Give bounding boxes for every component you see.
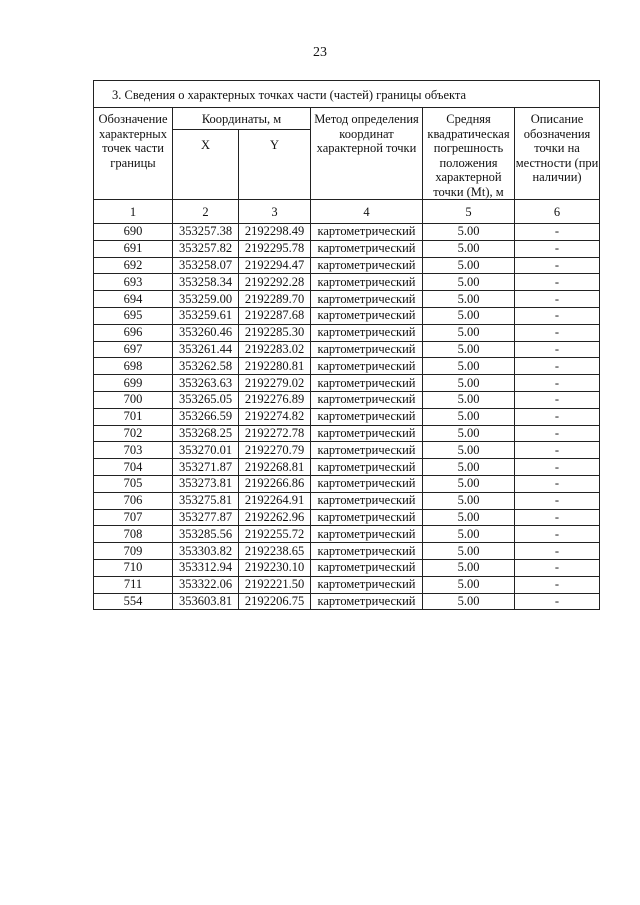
- point-id-cell: 706: [94, 492, 173, 509]
- table-row: [94, 307, 600, 324]
- x-coordinate-cell: 353322.06: [173, 576, 239, 593]
- x-coordinate-cell: 353257.38: [173, 224, 239, 241]
- method-cell: картометрический: [311, 526, 423, 543]
- y-coordinate-cell: 2192274.82: [239, 408, 311, 425]
- x-coordinate-cell: 353270.01: [173, 442, 239, 459]
- point-id-cell: 699: [94, 375, 173, 392]
- description-cell: -: [515, 324, 600, 341]
- error-cell: 5.00: [423, 475, 515, 492]
- point-id-cell: 695: [94, 307, 173, 324]
- y-coordinate-cell: 2192294.47: [239, 257, 311, 274]
- error-cell: 5.00: [423, 408, 515, 425]
- table-row: [94, 274, 600, 291]
- x-coordinate-cell: 353271.87: [173, 459, 239, 476]
- y-coordinate-cell: 2192272.78: [239, 425, 311, 442]
- x-coordinate-cell: 353259.00: [173, 291, 239, 308]
- x-coordinate-cell: 353268.25: [173, 425, 239, 442]
- x-coordinate-cell: 353603.81: [173, 593, 239, 610]
- table-title-row: [94, 81, 600, 108]
- header-coordinates: Координаты, м: [173, 108, 311, 130]
- y-coordinate-cell: 2192280.81: [239, 358, 311, 375]
- error-cell: 5.00: [423, 425, 515, 442]
- y-coordinate-cell: 2192206.75: [239, 593, 311, 610]
- point-id-cell: 694: [94, 291, 173, 308]
- point-id-cell: 693: [94, 274, 173, 291]
- boundary-points-table: [93, 80, 600, 610]
- y-coordinate-cell: 2192264.91: [239, 492, 311, 509]
- description-cell: -: [515, 291, 600, 308]
- y-coordinate-cell: 2192230.10: [239, 559, 311, 576]
- x-coordinate-cell: 353285.56: [173, 526, 239, 543]
- header-mean-square-error: Средняя квадратическая погрешность положения характерной точки (Mt), м: [423, 108, 515, 200]
- y-coordinate-cell: 2192298.49: [239, 224, 311, 241]
- method-cell: картометрический: [311, 274, 423, 291]
- header-row-1: [94, 108, 600, 130]
- method-cell: картометрический: [311, 224, 423, 241]
- point-id-cell: 703: [94, 442, 173, 459]
- error-cell: 5.00: [423, 240, 515, 257]
- point-id-cell: 701: [94, 408, 173, 425]
- y-coordinate-cell: 2192285.30: [239, 324, 311, 341]
- point-id-cell: 691: [94, 240, 173, 257]
- error-cell: 5.00: [423, 442, 515, 459]
- x-coordinate-cell: 353265.05: [173, 391, 239, 408]
- method-cell: картометрический: [311, 559, 423, 576]
- header-method: Метод определения координат характерной точки: [311, 108, 423, 200]
- table-row: [94, 391, 600, 408]
- x-coordinate-cell: 353312.94: [173, 559, 239, 576]
- method-cell: картометрический: [311, 324, 423, 341]
- x-coordinate-cell: 353258.07: [173, 257, 239, 274]
- point-id-cell: 711: [94, 576, 173, 593]
- point-id-cell: 707: [94, 509, 173, 526]
- y-coordinate-cell: 2192287.68: [239, 307, 311, 324]
- error-cell: 5.00: [423, 593, 515, 610]
- description-cell: -: [515, 257, 600, 274]
- header-x: X: [173, 130, 239, 200]
- description-cell: -: [515, 475, 600, 492]
- point-id-cell: 709: [94, 543, 173, 560]
- table-row: [94, 593, 600, 610]
- header-point-designation: Обозначение характерных точек части границы: [94, 108, 173, 200]
- method-cell: картометрический: [311, 257, 423, 274]
- x-coordinate-cell: 353273.81: [173, 475, 239, 492]
- description-cell: -: [515, 391, 600, 408]
- header-description: Описание обозначения точки на местности (при наличии): [515, 108, 600, 200]
- method-cell: картометрический: [311, 459, 423, 476]
- table-row: [94, 442, 600, 459]
- x-coordinate-cell: 353303.82: [173, 543, 239, 560]
- error-cell: 5.00: [423, 509, 515, 526]
- x-coordinate-cell: 353277.87: [173, 509, 239, 526]
- point-id-cell: 700: [94, 391, 173, 408]
- description-cell: -: [515, 559, 600, 576]
- page-number: 23: [313, 45, 327, 60]
- table-row: [94, 459, 600, 476]
- error-cell: 5.00: [423, 375, 515, 392]
- error-cell: 5.00: [423, 291, 515, 308]
- description-cell: -: [515, 576, 600, 593]
- description-cell: -: [515, 358, 600, 375]
- method-cell: картометрический: [311, 509, 423, 526]
- description-cell: -: [515, 543, 600, 560]
- table-row: [94, 324, 600, 341]
- y-coordinate-cell: 2192266.86: [239, 475, 311, 492]
- method-cell: картометрический: [311, 291, 423, 308]
- x-coordinate-cell: 353259.61: [173, 307, 239, 324]
- point-id-cell: 702: [94, 425, 173, 442]
- point-id-cell: 697: [94, 341, 173, 358]
- method-cell: картометрический: [311, 358, 423, 375]
- method-cell: картометрический: [311, 543, 423, 560]
- description-cell: -: [515, 593, 600, 610]
- point-id-cell: 554: [94, 593, 173, 610]
- y-coordinate-cell: 2192283.02: [239, 341, 311, 358]
- point-id-cell: 692: [94, 257, 173, 274]
- description-cell: -: [515, 492, 600, 509]
- method-cell: картометрический: [311, 391, 423, 408]
- table-row: [94, 475, 600, 492]
- method-cell: картометрический: [311, 475, 423, 492]
- column-number: 6: [515, 200, 600, 224]
- point-id-cell: 696: [94, 324, 173, 341]
- table-row: [94, 358, 600, 375]
- error-cell: 5.00: [423, 459, 515, 476]
- column-number-row: [94, 200, 600, 224]
- table-row: [94, 559, 600, 576]
- table-row: [94, 543, 600, 560]
- method-cell: картометрический: [311, 492, 423, 509]
- error-cell: 5.00: [423, 224, 515, 241]
- error-cell: 5.00: [423, 274, 515, 291]
- table-row: [94, 224, 600, 241]
- x-coordinate-cell: 353257.82: [173, 240, 239, 257]
- table-row: [94, 240, 600, 257]
- description-cell: -: [515, 408, 600, 425]
- error-cell: 5.00: [423, 307, 515, 324]
- column-number: 1: [94, 200, 173, 224]
- error-cell: 5.00: [423, 526, 515, 543]
- method-cell: картометрический: [311, 240, 423, 257]
- error-cell: 5.00: [423, 391, 515, 408]
- point-id-cell: 710: [94, 559, 173, 576]
- description-cell: -: [515, 442, 600, 459]
- error-cell: 5.00: [423, 358, 515, 375]
- column-number: 3: [239, 200, 311, 224]
- y-coordinate-cell: 2192255.72: [239, 526, 311, 543]
- method-cell: картометрический: [311, 408, 423, 425]
- point-id-cell: 708: [94, 526, 173, 543]
- table-row: [94, 425, 600, 442]
- error-cell: 5.00: [423, 341, 515, 358]
- y-coordinate-cell: 2192292.28: [239, 274, 311, 291]
- y-coordinate-cell: 2192270.79: [239, 442, 311, 459]
- table-row: [94, 291, 600, 308]
- header-y: Y: [239, 130, 311, 200]
- table-row: [94, 257, 600, 274]
- table-row: [94, 375, 600, 392]
- table-row: [94, 526, 600, 543]
- y-coordinate-cell: 2192221.50: [239, 576, 311, 593]
- description-cell: -: [515, 307, 600, 324]
- y-coordinate-cell: 2192295.78: [239, 240, 311, 257]
- method-cell: картометрический: [311, 425, 423, 442]
- method-cell: картометрический: [311, 442, 423, 459]
- column-number: 4: [311, 200, 423, 224]
- table-row: [94, 492, 600, 509]
- y-coordinate-cell: 2192262.96: [239, 509, 311, 526]
- description-cell: -: [515, 526, 600, 543]
- description-cell: -: [515, 425, 600, 442]
- description-cell: -: [515, 509, 600, 526]
- x-coordinate-cell: 353263.63: [173, 375, 239, 392]
- column-number: 2: [173, 200, 239, 224]
- y-coordinate-cell: 2192279.02: [239, 375, 311, 392]
- point-id-cell: 704: [94, 459, 173, 476]
- table-row: [94, 341, 600, 358]
- x-coordinate-cell: 353266.59: [173, 408, 239, 425]
- point-id-cell: 705: [94, 475, 173, 492]
- point-id-cell: 698: [94, 358, 173, 375]
- x-coordinate-cell: 353262.58: [173, 358, 239, 375]
- description-cell: -: [515, 224, 600, 241]
- method-cell: картометрический: [311, 307, 423, 324]
- x-coordinate-cell: 353258.34: [173, 274, 239, 291]
- description-cell: -: [515, 341, 600, 358]
- y-coordinate-cell: 2192268.81: [239, 459, 311, 476]
- x-coordinate-cell: 353260.46: [173, 324, 239, 341]
- error-cell: 5.00: [423, 257, 515, 274]
- method-cell: картометрический: [311, 576, 423, 593]
- y-coordinate-cell: 2192289.70: [239, 291, 311, 308]
- description-cell: -: [515, 240, 600, 257]
- error-cell: 5.00: [423, 324, 515, 341]
- error-cell: 5.00: [423, 576, 515, 593]
- description-cell: -: [515, 274, 600, 291]
- error-cell: 5.00: [423, 559, 515, 576]
- error-cell: 5.00: [423, 543, 515, 560]
- description-cell: -: [515, 375, 600, 392]
- section-title: 3. Сведения о характерных точках части (частей) границы объекта: [94, 81, 600, 108]
- table-row: [94, 408, 600, 425]
- x-coordinate-cell: 353275.81: [173, 492, 239, 509]
- method-cell: картометрический: [311, 341, 423, 358]
- method-cell: картометрический: [311, 593, 423, 610]
- table-row: [94, 576, 600, 593]
- method-cell: картометрический: [311, 375, 423, 392]
- column-number: 5: [423, 200, 515, 224]
- y-coordinate-cell: 2192276.89: [239, 391, 311, 408]
- error-cell: 5.00: [423, 492, 515, 509]
- table-row: [94, 509, 600, 526]
- point-id-cell: 690: [94, 224, 173, 241]
- x-coordinate-cell: 353261.44: [173, 341, 239, 358]
- description-cell: -: [515, 459, 600, 476]
- y-coordinate-cell: 2192238.65: [239, 543, 311, 560]
